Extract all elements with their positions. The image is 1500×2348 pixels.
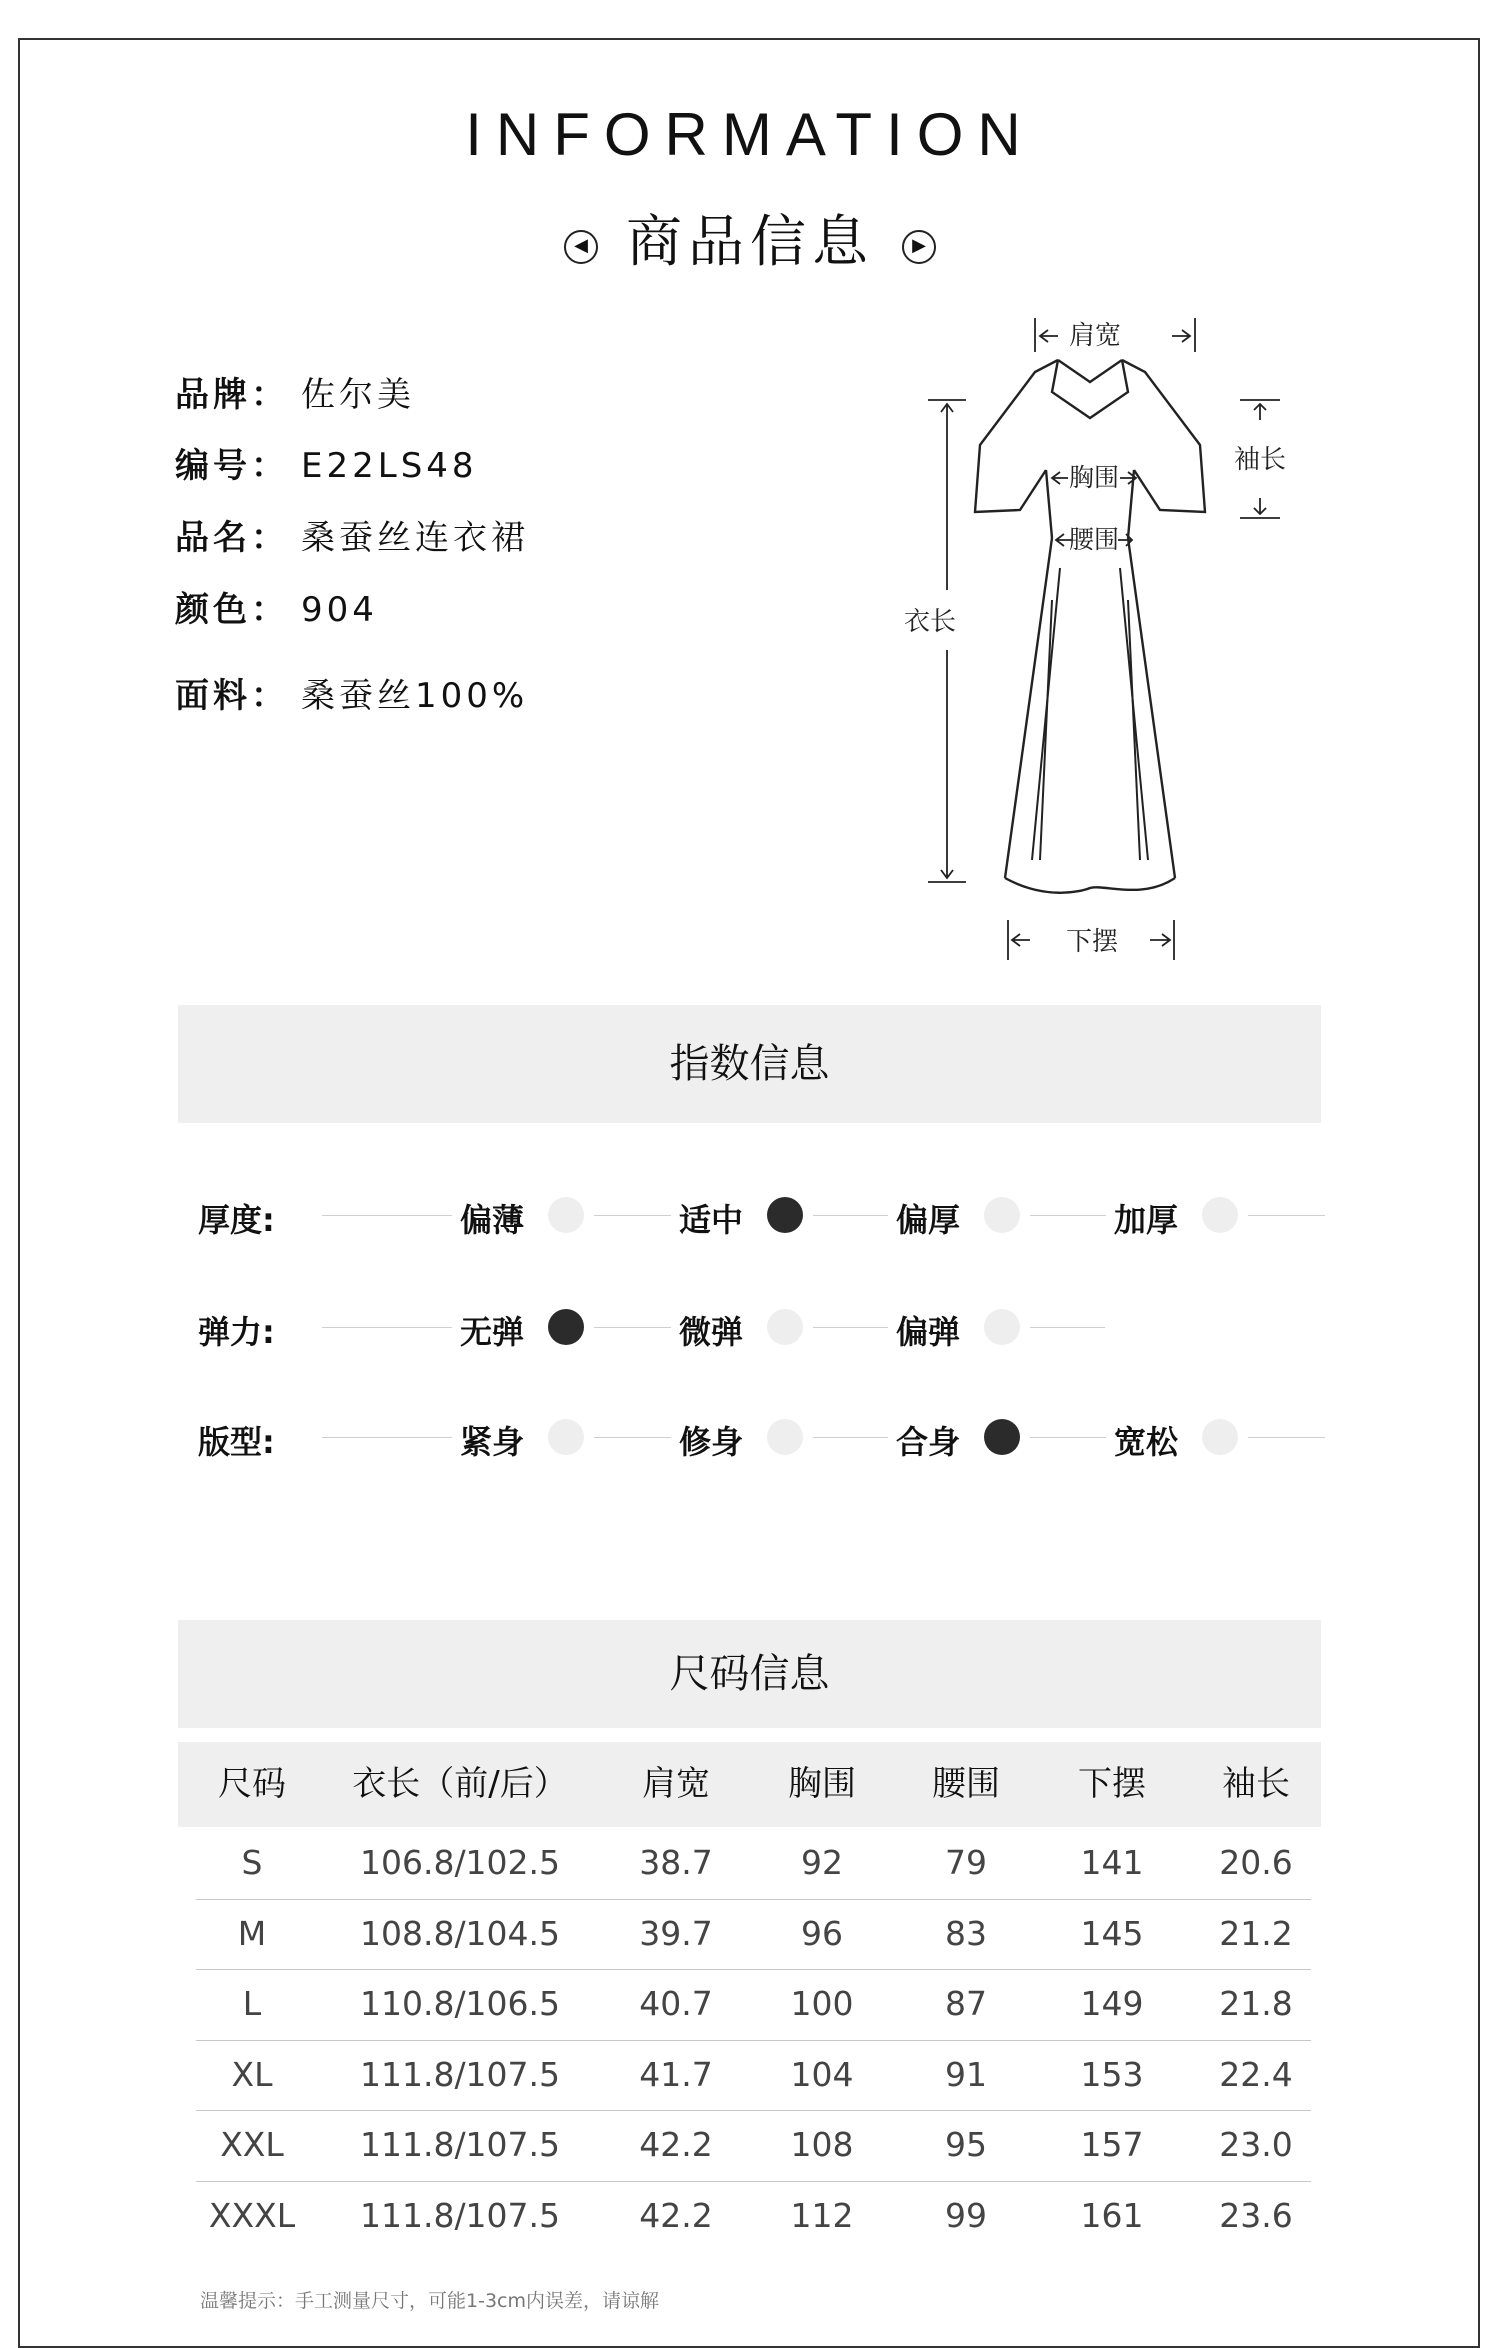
info-brand xyxy=(175,367,415,416)
info-fabric xyxy=(175,668,528,717)
size-table-cell: 149 xyxy=(1080,1984,1144,2023)
size-table-header-cell: 胸围 xyxy=(788,1764,856,1804)
index-section-title: 指数信息 xyxy=(178,1005,1321,1123)
size-table-cell: 99 xyxy=(945,2195,987,2235)
title-cn-wrap xyxy=(0,198,1500,278)
title-en: INFORMATION xyxy=(465,101,1035,168)
size-table-cell: 108.8/104.5 xyxy=(359,1913,561,1953)
unselected-dot-icon xyxy=(984,1197,1020,1233)
size-table-cell: 153 xyxy=(1080,2054,1144,2094)
size-table-cell: 161 xyxy=(1080,2195,1144,2235)
size-table-cell: 22.4 xyxy=(1219,2054,1293,2094)
dress-diagram xyxy=(880,300,1300,960)
size-table-header-cell: 尺码 xyxy=(218,1764,286,1804)
info-value: 904 xyxy=(301,590,378,630)
size-table-cell: 42.2 xyxy=(639,2195,713,2235)
size-table-size-cell: L xyxy=(242,1984,262,2023)
unselected-dot-icon xyxy=(548,1419,584,1455)
size-table-cell: 87 xyxy=(945,1984,987,2023)
size-table-cell: 23.6 xyxy=(1219,2195,1293,2235)
size-table-size-cell: XXL xyxy=(220,2125,284,2164)
size-table-cell: 157 xyxy=(1080,2125,1144,2164)
title-cn: 商品信息 xyxy=(626,210,874,275)
size-table-size-cell: XXXL xyxy=(208,2195,296,2235)
label-shoulder: 肩宽 xyxy=(1068,321,1122,351)
label-hem: 下摆 xyxy=(1065,927,1119,957)
arrow-left-icon: ◀ xyxy=(564,230,598,264)
selected-dot-icon xyxy=(984,1419,1020,1455)
index-option-label: 无弹 xyxy=(460,1313,525,1351)
info-key: 品牌： xyxy=(175,375,289,415)
info-key: 编号： xyxy=(175,446,289,486)
info-key: 面料： xyxy=(175,676,289,716)
size-table-header-cell: 袖长 xyxy=(1222,1764,1290,1804)
info-key: 品名： xyxy=(175,518,289,558)
size-table-cell: 83 xyxy=(945,1913,987,1953)
size-table-cell: 96 xyxy=(801,1913,843,1953)
index-option-label: 偏厚 xyxy=(896,1201,961,1239)
unselected-dot-icon xyxy=(767,1309,803,1345)
index-option-label: 偏弹 xyxy=(896,1313,961,1351)
size-table-cell: 20.6 xyxy=(1219,1843,1293,1882)
size-table-cell: 145 xyxy=(1080,1913,1144,1953)
size-table-cell: 21.8 xyxy=(1219,1984,1293,2023)
size-table-size-cell: M xyxy=(237,1913,267,1953)
unselected-dot-icon xyxy=(1202,1197,1238,1233)
size-table-header-cell: 肩宽 xyxy=(642,1764,710,1804)
label-waist: 腰围 xyxy=(1068,525,1120,554)
size-table-cell: 91 xyxy=(945,2054,987,2094)
size-table-cell: 141 xyxy=(1080,1843,1144,1882)
info-code xyxy=(175,438,478,487)
size-table-size-cell: XL xyxy=(231,2054,273,2094)
size-table-cell: 111.8/107.5 xyxy=(359,2125,561,2164)
size-table-cell: 38.7 xyxy=(639,1843,713,1882)
index-option-label: 紧身 xyxy=(460,1423,525,1461)
size-table-cell: 21.2 xyxy=(1219,1913,1293,1953)
selected-dot-icon xyxy=(548,1309,584,1345)
size-note: 温馨提示：手工测量尺寸，可能1-3cm内误差，请谅解 xyxy=(200,2290,659,2312)
info-name xyxy=(175,510,529,559)
size-table-cell: 79 xyxy=(945,1843,987,1882)
info-value: 桑蚕丝100% xyxy=(301,676,529,716)
label-sleeve: 袖长 xyxy=(1233,445,1287,475)
measure-lines xyxy=(928,318,1280,960)
size-table-cell: 95 xyxy=(945,2125,987,2164)
dress-outline xyxy=(975,360,1205,893)
index-option-label: 适中 xyxy=(679,1201,744,1239)
size-table-cell: 42.2 xyxy=(639,2125,713,2164)
size-table-cell: 104 xyxy=(790,2054,854,2094)
size-table-cell: 110.8/106.5 xyxy=(359,1984,561,2023)
size-table-size-cell: S xyxy=(241,1843,263,1882)
index-row-label: 版型: xyxy=(198,1423,275,1461)
size-table-cell: 40.7 xyxy=(639,1984,713,2023)
unselected-dot-icon xyxy=(984,1309,1020,1345)
size-table-cell: 41.7 xyxy=(639,2054,713,2094)
label-chest: 胸围 xyxy=(1068,463,1120,492)
unselected-dot-icon xyxy=(1202,1419,1238,1455)
size-table-header-cell: 衣长（前/后） xyxy=(352,1764,568,1804)
size-table-header-cell: 腰围 xyxy=(932,1764,1000,1804)
index-option-label: 合身 xyxy=(896,1423,961,1461)
info-color xyxy=(175,582,378,631)
unselected-dot-icon xyxy=(548,1197,584,1233)
size-section-title: 尺码信息 xyxy=(178,1620,1321,1728)
size-table-cell: 39.7 xyxy=(639,1913,713,1953)
index-row-label: 弹力: xyxy=(198,1313,275,1351)
info-value: 佐尔美 xyxy=(301,375,415,415)
index-option-label: 微弹 xyxy=(679,1313,744,1351)
unselected-dot-icon xyxy=(767,1419,803,1455)
index-row-label: 厚度: xyxy=(198,1201,275,1239)
size-table-cell: 112 xyxy=(790,2195,854,2235)
selected-dot-icon xyxy=(767,1197,803,1233)
index-option-label: 偏薄 xyxy=(460,1201,525,1239)
size-table-header-cell: 下摆 xyxy=(1078,1764,1146,1804)
info-value: E22LS48 xyxy=(301,446,478,486)
index-option-label: 修身 xyxy=(679,1423,744,1461)
size-table-cell: 108 xyxy=(790,2125,854,2164)
info-value: 桑蚕丝连衣裙 xyxy=(301,518,529,558)
size-table-cell: 106.8/102.5 xyxy=(359,1843,561,1882)
label-length: 衣长 xyxy=(903,607,957,637)
size-table-cell: 92 xyxy=(801,1843,843,1882)
size-table-cell: 23.0 xyxy=(1219,2125,1293,2164)
index-option-label: 宽松 xyxy=(1114,1423,1179,1461)
index-option-label: 加厚 xyxy=(1114,1201,1179,1239)
info-key: 颜色： xyxy=(175,590,289,630)
size-table-cell: 111.8/107.5 xyxy=(359,2054,561,2094)
arrow-right-icon: ▶ xyxy=(902,230,936,264)
size-table-cell: 111.8/107.5 xyxy=(359,2195,561,2235)
size-table-cell: 100 xyxy=(790,1984,854,2023)
